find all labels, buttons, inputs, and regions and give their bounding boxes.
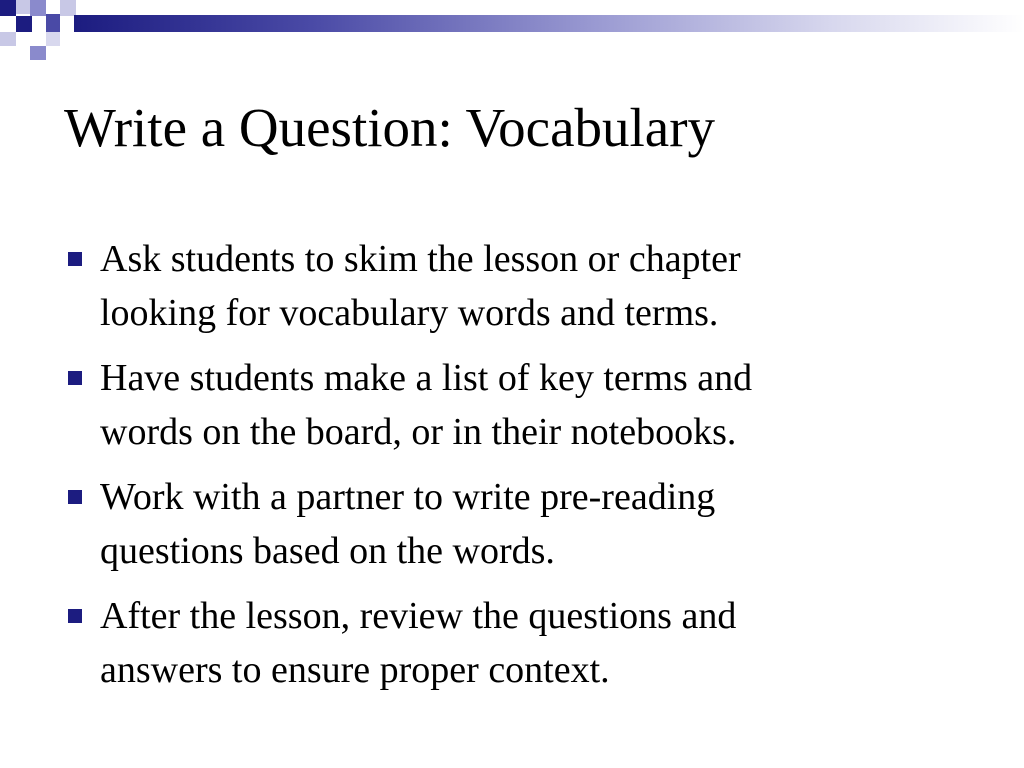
decor-square-1 — [0, 0, 16, 16]
decor-square-2 — [16, 0, 30, 14]
bullet-text: After the lesson, review the questions and answers to ensure proper context. — [100, 595, 737, 691]
decor-square-8 — [46, 32, 60, 46]
bullet-list — [64, 232, 944, 708]
bullet-text: Ask students to skim the lesson or chapter looking for vocabulary words and terms. — [100, 238, 741, 334]
square-bullet-icon — [68, 490, 82, 504]
bullet-text: Have students make a list of key terms and words on the board, or in their notebooks. — [100, 357, 753, 453]
header-band — [74, 15, 1024, 32]
decor-square-7 — [0, 32, 16, 46]
decor-square-4 — [60, 0, 76, 16]
decor-square-9 — [30, 46, 46, 60]
decor-square-3 — [30, 0, 46, 16]
bullet-item — [64, 351, 944, 459]
bullet-item — [64, 470, 944, 578]
square-bullet-icon — [68, 609, 82, 623]
decor-square-5 — [16, 16, 32, 32]
bullet-item — [64, 232, 944, 340]
square-bullet-icon — [68, 252, 82, 266]
square-bullet-icon — [68, 371, 82, 385]
bullet-text: Work with a partner to write pre-reading questions based on the words. — [100, 476, 716, 572]
slide-title: Write a Question: Vocabulary — [64, 97, 716, 158]
decor-square-6 — [46, 14, 60, 32]
bullet-item — [64, 589, 944, 697]
